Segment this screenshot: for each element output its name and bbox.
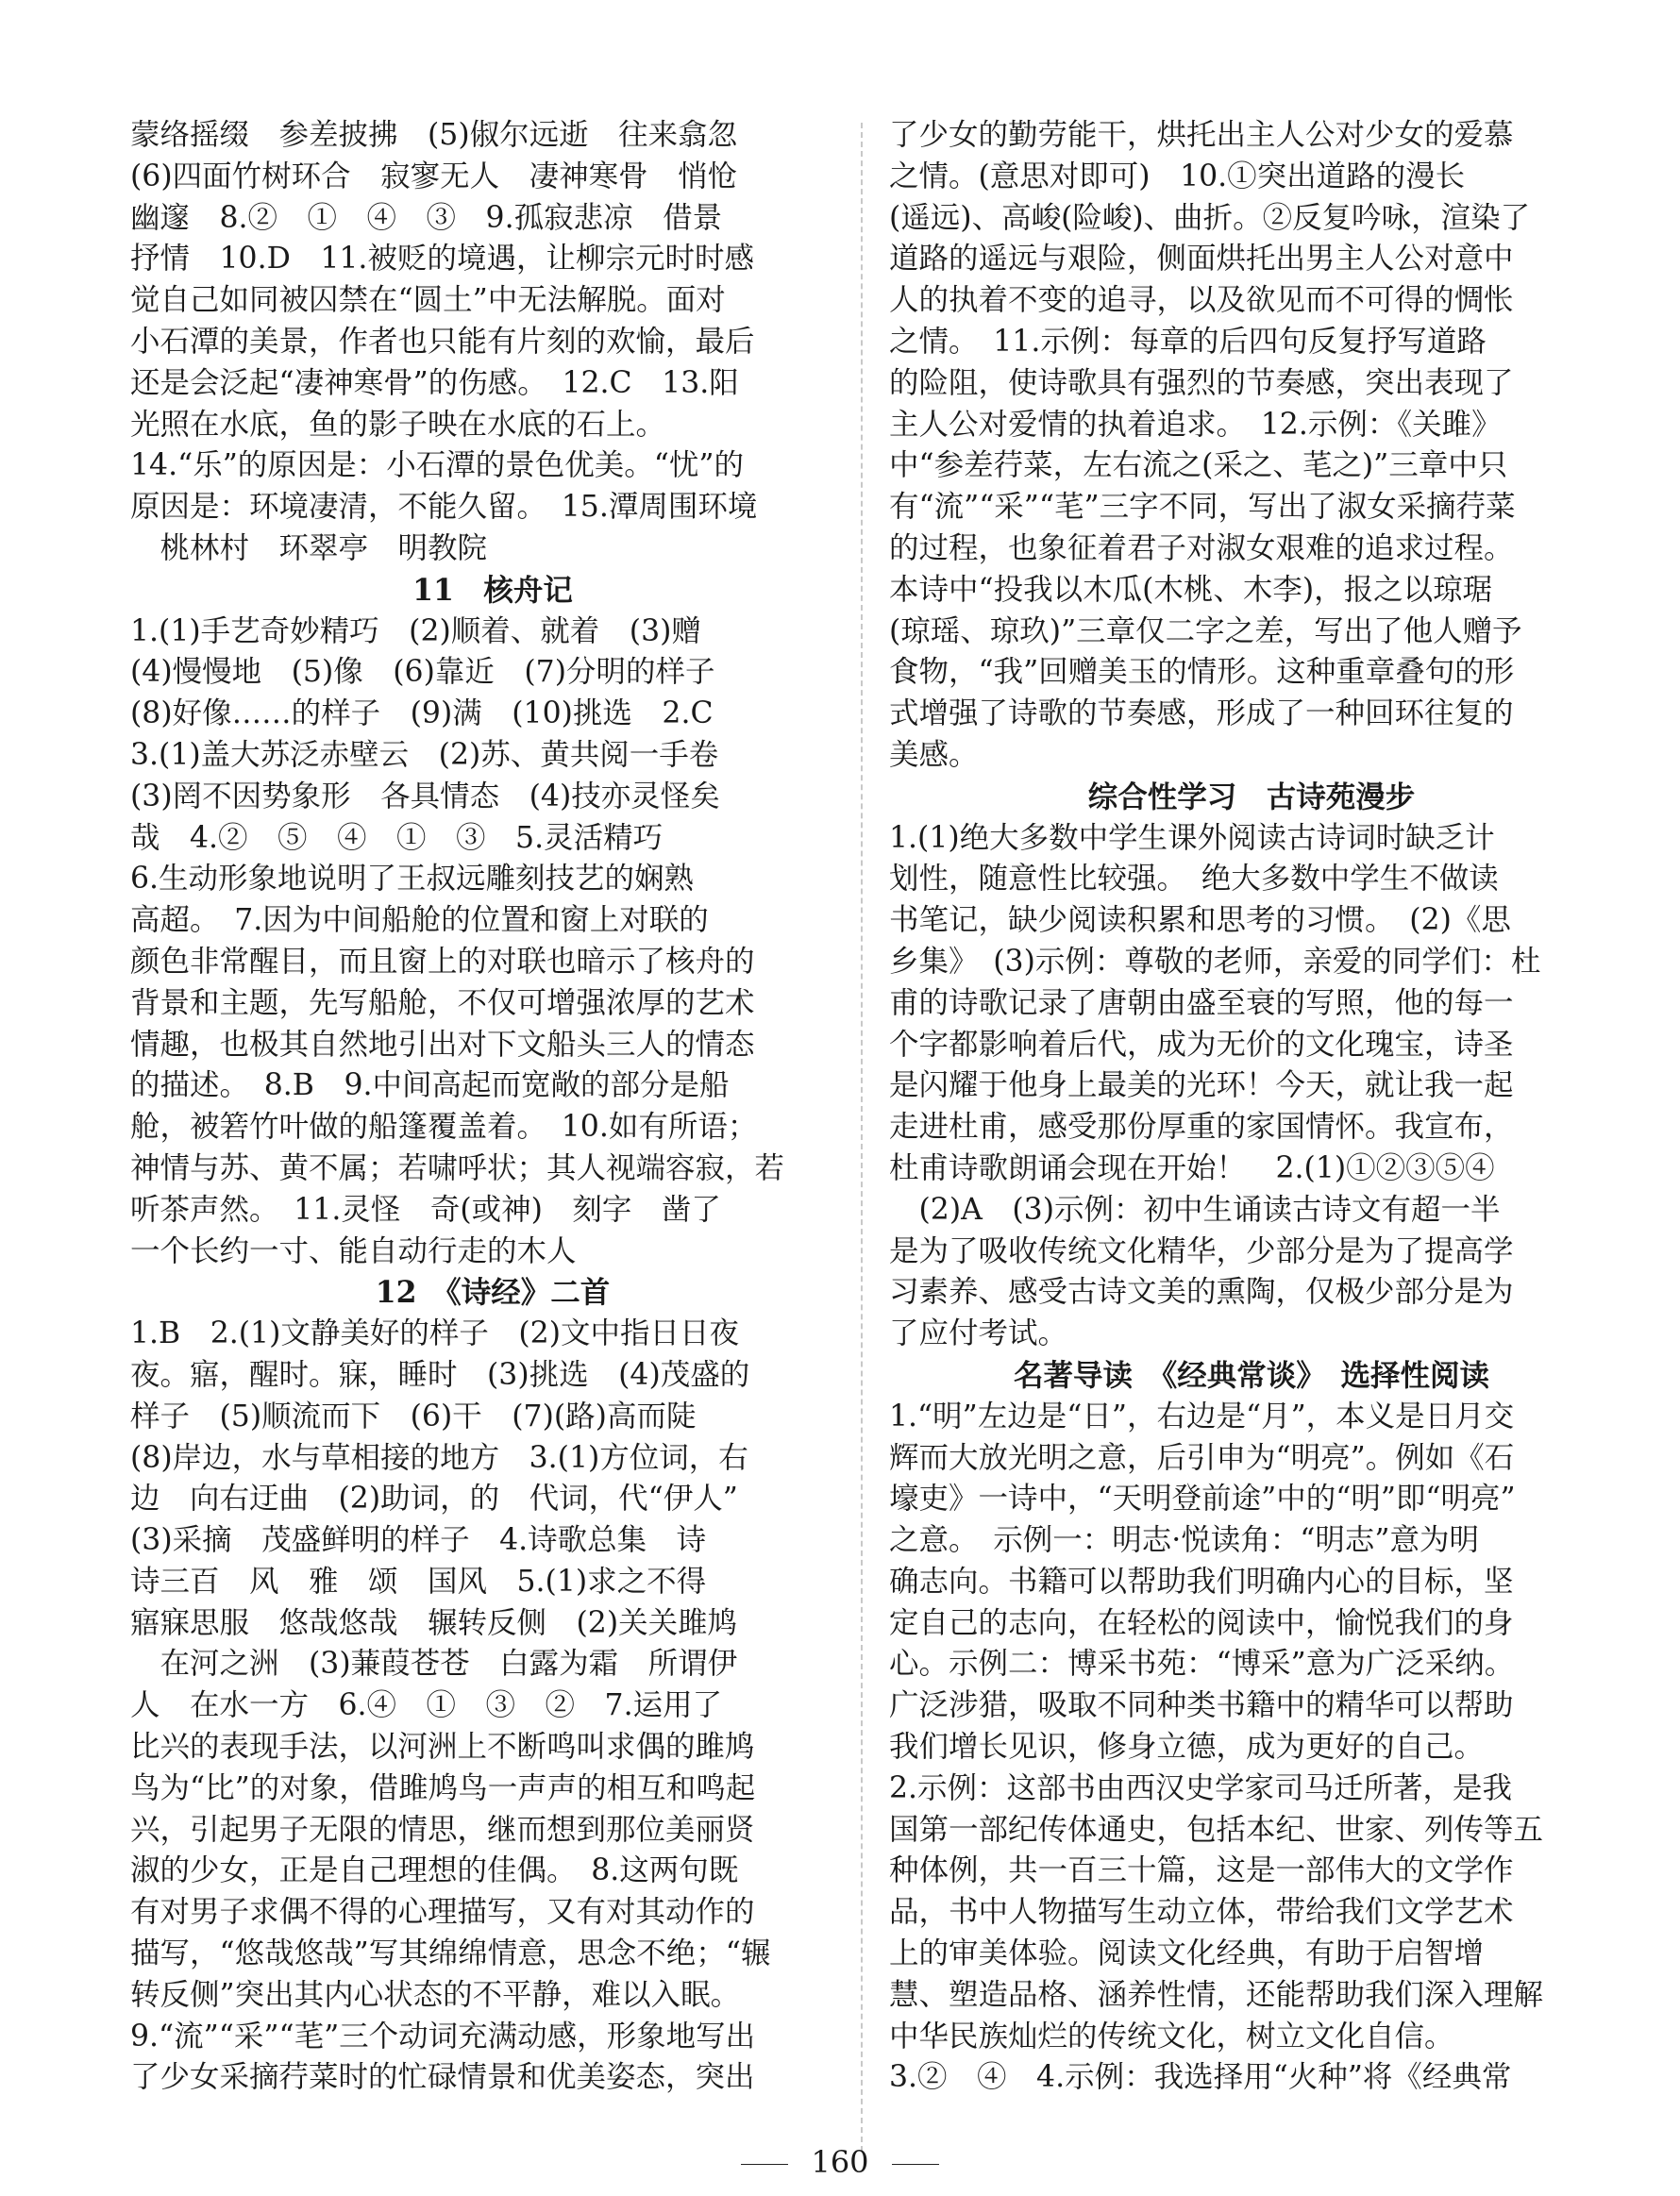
text-line: 一个长约一寸、能自动行走的木人 (130, 1233, 577, 1268)
text-line: 中华民族灿烂的传统文化，树立文化自信。 (889, 2019, 1454, 2054)
text-line: 边 向右迂曲 (2)助词，的 代词，代“伊人” (130, 1482, 738, 1517)
text-line: 广泛涉猎，吸取不同种类书籍中的精华可以帮助 (889, 1688, 1514, 1723)
text-line: (3)罔不因势象形 各具情态 (4)技亦灵怪矣 (130, 779, 720, 813)
text-line: 种体例，共一百三十篇，这是一部伟大的文学作 (889, 1853, 1514, 1888)
text-line: (8)岸边，水与草相接的地方 3.(1)方位词，右 (130, 1440, 748, 1475)
text-line: 的险阻，使诗歌具有强烈的节奏感，突出表现了 (889, 365, 1514, 400)
text-line: (4)慢慢地 (5)像 (6)靠近 (7)分明的样子 (130, 655, 715, 690)
text-line: 慧、塑造品格、涵养性情，还能帮助我们深入理解 (889, 1977, 1544, 2012)
text-line: 人 在水一方 6.④ ① ③ ② 7.运用了 (130, 1688, 723, 1723)
text-line: 颜色非常醒目，而且窗上的对联也暗示了核舟的 (130, 944, 755, 979)
text-line: 描写，“悠哉悠哉”写其绵绵情意，思念不绝；“辗 (130, 1936, 771, 1971)
text-line: 走进杜甫，感受那份厚重的家国情怀。我宣布， (889, 1110, 1514, 1145)
text-line: 有“流”“采”“芼”三字不同，写出了淑女采摘荇菜 (889, 490, 1516, 525)
text-line: 之意。 示例一：明志·悦读角：“明志”意为明 (889, 1523, 1479, 1558)
text-line: 是闪耀于他身上最美的光环！今天，就让我一起 (889, 1068, 1514, 1103)
text-line: 品，书中人物描写生动立体，带给我们文学艺术 (889, 1895, 1514, 1930)
text-line: 光照在水底，鱼的影子映在水底的石上。 (130, 407, 666, 442)
text-line: 1.(1)绝大多数中学生课外阅读古诗词时缺乏计 (889, 820, 1495, 855)
text-line: (6)四面竹树环合 寂寥无人 凄神寒骨 悄怆 (130, 159, 738, 193)
text-line: 了应付考试。 (889, 1316, 1068, 1351)
text-line: 诗三百 风 雅 颂 国风 5.(1)求之不得 (130, 1564, 707, 1599)
left-column (130, 115, 855, 2099)
text-line: 我们增长见识，修身立德，成为更好的自己。 (889, 1730, 1485, 1765)
text-line: (8)好像……的样子 (9)满 (10)挑选 2.C (130, 696, 714, 731)
text-line: 了少女采摘荇菜时的忙碌情景和优美姿态，突出 (130, 2060, 755, 2095)
text-line: 6.生动形象地说明了王叔远雕刻技艺的娴熟 (130, 862, 695, 897)
text-line: 确志向。书籍可以帮助我们明确内心的目标，坚 (889, 1564, 1514, 1599)
text-line: 1.B 2.(1)文静美好的样子 (2)文中指日日夜 (130, 1316, 739, 1351)
text-line: 小石潭的美景，作者也只能有片刻的欢愉，最后 (130, 324, 755, 359)
text-line: 鸟为“比”的对象，借雎鸠鸟一声声的相互和鸣起 (130, 1770, 756, 1805)
text-line: 定自己的志向，在轻松的阅读中，愉悦我们的身 (889, 1605, 1514, 1640)
text-line: 神情与苏、黄不属；若啸呼状；其人视端容寂，若 (130, 1150, 785, 1185)
text-line: 原因是：环境凄清，不能久留。 15.潭周围环境 (130, 490, 758, 525)
text-line: 兴，引起男子无限的情思，继而想到那位美丽贤 (130, 1812, 755, 1847)
text-line: 道路的遥远与艰险，侧面烘托出男主人公对意中 (889, 242, 1514, 277)
text-line: (遥远)、高峻(险峻)、曲折。②反复吟咏，渲染了 (889, 200, 1531, 235)
text-line: (3)采摘 茂盛鲜明的样子 4.诗歌总集 诗 (130, 1523, 707, 1558)
text-line: 情趣，也极其自然地引出对下文船头三人的情态 (130, 1027, 755, 1062)
text-line: 蒙络摇缀 参差披拂 (5)俶尔远逝 往来翕忽 (130, 118, 738, 152)
text-line: 食物，“我”回赠美玉的情形。这种重章叠句的形 (889, 655, 1515, 690)
text-line: 个字都影响着后代，成为无价的文化瑰宝，诗圣 (889, 1027, 1514, 1062)
text-line: 听茶声然。 11.灵怪 奇(或神) 刻字 凿了 (130, 1192, 721, 1227)
text-line: 是为了吸收传统文化精华，少部分是为了提高学 (889, 1233, 1514, 1268)
text-line: 壕吏》一诗中，“天明登前途”中的“明”即“明亮” (889, 1482, 1516, 1517)
text-line: 14.“乐”的原因是：小石潭的景色优美。“忧”的 (130, 448, 745, 483)
text-line: 习素养、感受古诗文美的熏陶，仅极少部分是为 (889, 1275, 1514, 1310)
text-line: 划性，随意性比较强。 绝大多数中学生不做读 (889, 862, 1499, 897)
text-line: 在河之洲 (3)蒹葭苍苍 白露为霜 所谓伊 (130, 1647, 738, 1682)
text-line: 式增强了诗歌的节奏感，形成了一种回环往复的 (889, 696, 1514, 731)
text-line: 3.② ④ 4.示例：我选择用“火种”将《经典常 (889, 2060, 1512, 2095)
text-line: 辉而大放光明之意，后引申为“明亮”。例如《石 (889, 1440, 1515, 1475)
text-line: 杜甫诗歌朗诵会现在开始！ 2.(1)①②③⑤④ (889, 1150, 1495, 1185)
text-line: 还是会泛起“凄神寒骨”的伤感。 12.C 13.阳 (130, 365, 739, 400)
right-column (889, 115, 1614, 2099)
text-line: 上的审美体验。阅读文化经典，有助于启智增 (889, 1936, 1485, 1971)
page-footer (0, 2144, 1680, 2180)
text-line: 哉 4.② ⑤ ④ ① ③ 5.灵活精巧 (130, 820, 664, 855)
section-heading: 11 核舟记 (412, 572, 573, 608)
text-line: 之情。 11.示例：每章的后四句反复抒写道路 (889, 324, 1487, 359)
text-line: 背景和主题，先写船舱，不仅可增强浓厚的艺术 (130, 985, 755, 1020)
text-line: 有对男子求偶不得的心理描写，又有对其动作的 (130, 1895, 755, 1930)
text-line: 淑的少女，正是自己理想的佳偶。 8.这两句既 (130, 1853, 739, 1888)
section-heading: 名著导读 《经典常谈》 选择性阅读 (1013, 1357, 1489, 1393)
text-line: 觉自己如同被囚禁在“圆土”中无法解脱。面对 (130, 283, 726, 318)
text-line: 本诗中“投我以木瓜(木桃、木李)，报之以琼琚 (889, 572, 1493, 607)
text-line: 心。示例二：博采书苑：“博采”意为广泛采纳。 (889, 1647, 1515, 1682)
page-number: 160 (811, 2144, 869, 2180)
footer-dash-right (892, 2164, 939, 2165)
text-line: 美感。 (889, 737, 979, 772)
text-line: 夜。寤，醒时。寐，睡时 (3)挑选 (4)茂盛的 (130, 1357, 750, 1392)
text-line: (2)A (3)示例：初中生诵读古诗文有超一半 (889, 1192, 1501, 1227)
section-heading: 综合性学习 古诗苑漫步 (1087, 779, 1416, 814)
text-line: 寤寐思服 悠哉悠哉 辗转反侧 (2)关关雎鸠 (130, 1605, 738, 1640)
column-divider (861, 123, 863, 2152)
text-line: 舱，被箬竹叶做的船篷覆盖着。 10.如有所语； (130, 1110, 758, 1145)
text-line: 2.示例：这部书由西汉史学家司马迁所著，是我 (889, 1770, 1513, 1805)
text-line: 人的执着不变的追寻，以及欲见而不可得的惆怅 (889, 283, 1514, 318)
text-line: 的描述。 8.B 9.中间高起而宽敞的部分是船 (130, 1068, 730, 1103)
text-line: 1.“明”左边是“日”，右边是“月”，本义是日月交 (889, 1399, 1515, 1433)
text-line: 中“参差荇菜，左右流之(采之、芼之)”三章中只 (889, 448, 1508, 483)
section-heading: 12 《诗经》二首 (375, 1275, 611, 1311)
text-line: 主人公对爱情的执着追求。 12.示例：《关雎》 (889, 407, 1502, 442)
text-line: 1.(1)手艺奇妙精巧 (2)顺着、就着 (3)赠 (130, 613, 701, 648)
footer-dash-left (741, 2164, 788, 2165)
text-line: 比兴的表现手法，以河洲上不断鸣叫求偶的雎鸠 (130, 1730, 755, 1765)
text-line: 3.(1)盖大苏泛赤壁云 (2)苏、黄共阅一手卷 (130, 737, 719, 772)
text-line: 抒情 10.D 11.被贬的境遇，让柳宗元时时感 (130, 242, 754, 277)
text-line: 之情。(意思对即可) 10.①突出道路的漫长 (889, 159, 1466, 193)
text-line: 9.“流”“采”“芼”三个动词充满动感，形象地写出 (130, 2019, 756, 2054)
text-line: 高超。 7.因为中间船舱的位置和窗上对联的 (130, 903, 709, 938)
text-line: 转反侧”突出其内心状态的不平静，难以入眠。 (130, 1977, 741, 2012)
text-line: 幽邃 8.② ① ④ ③ 9.孤寂悲凉 借景 (130, 200, 723, 235)
text-line: 书笔记，缺少阅读积累和思考的习惯。 (2)《思 (889, 903, 1511, 938)
text-line: 乡集》 (3)示例：尊敬的老师，亲爱的同学们：杜 (889, 944, 1541, 979)
text-line: 国第一部纪传体通史，包括本纪、世家、列传等五 (889, 1812, 1544, 1847)
text-line: 桃林村 环翠亭 明教院 (130, 530, 488, 565)
text-line: 的过程，也象征着君子对淑女艰难的追求过程。 (889, 530, 1514, 565)
text-line: (琼瑶、琼玖)”三章仅二字之差，写出了他人赠予 (889, 613, 1522, 648)
text-line: 样子 (5)顺流而下 (6)干 (7)(路)高而陡 (130, 1399, 697, 1433)
text-line: 甫的诗歌记录了唐朝由盛至衰的写照，他的每一 (889, 985, 1514, 1020)
text-line: 了少女的勤劳能干，烘托出主人公对少女的爱慕 (889, 118, 1514, 152)
